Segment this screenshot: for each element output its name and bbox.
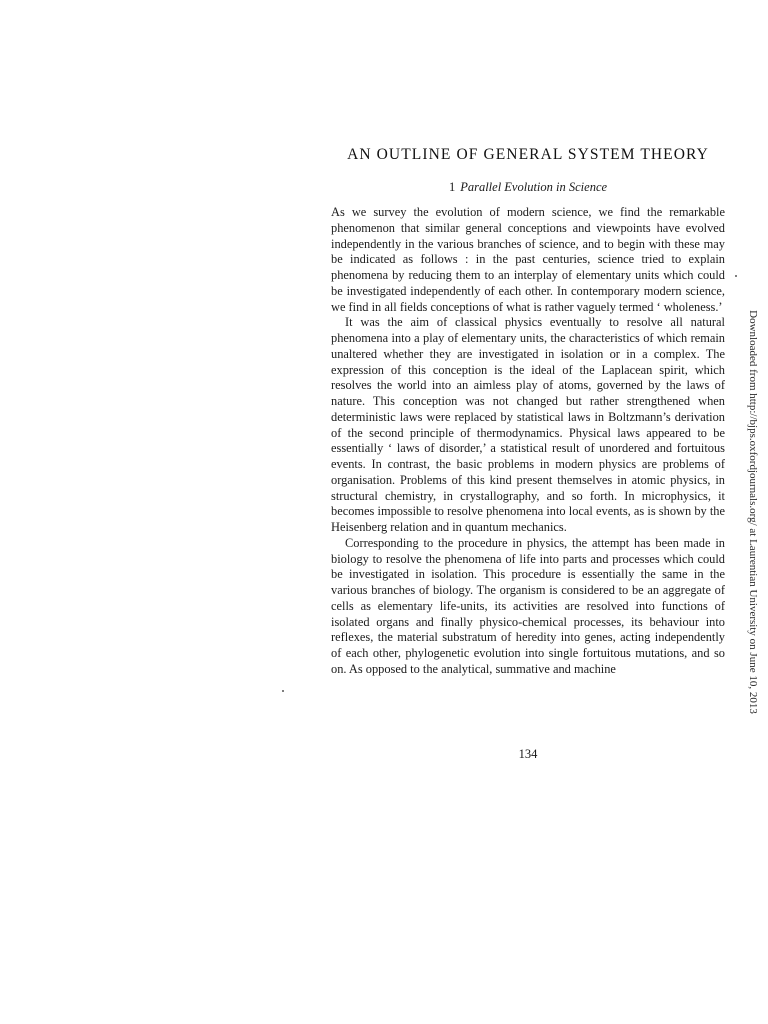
scan-speck: [282, 690, 284, 692]
section-number: 1: [448, 180, 456, 194]
body-text: [331, 205, 725, 678]
paragraph: Corresponding to the procedure in physics, the attempt has been made in biology to resolve the phenomena of life into parts and processes which could be investigated in isolation. This procedure is essentially the same in the various branches of biology. The organism is considered to be an aggregate of cells as elementary life-units, its activities are resolved into functions of isolated organs and finally physico-chemical processes, its behaviour into reflexes, the material substratum of heredity into genes, acting independently of each other, phylogenetic evolution into single fortuitous mutations, and so on. As opposed to the analytical, summative and machine: [331, 535, 725, 676]
page-number: 134: [518, 747, 538, 761]
paragraph: As we survey the evolution of modern science, we find the remarkable phenomenon that similar general conceptions and viewpoints have evolved independently in the various branches of science, and to begin with these may be indicated as follows : in the past centuries, science tried to explain phenomena by reducing them to an interplay of elementary units which could be investigated independently of each other. In contemporary modern science, we find in all fields conceptions of what is rather vaguely termed ‘ wholeness.’: [331, 205, 725, 314]
section-title: Parallel Evolution in Science: [460, 180, 608, 194]
download-watermark-text: Downloaded from http://bjps.oxfordjournals.org/ at Laurentian University on June 10, 2013: [747, 310, 759, 714]
page-title: AN OUTLINE OF GENERAL SYSTEM THEORY: [347, 146, 709, 163]
section-heading: [330, 180, 726, 195]
scan-speck: [735, 275, 737, 277]
paragraph: It was the aim of classical physics eventually to resolve all natural phenomena into a play of elementary units, the characteristics of which remain unaltered whether they are investigated in isolation or in a complex. The expression of this conception is the ideal of the Laplacean spirit, which resolves the world into an aimless play of atoms, governed by the laws of nature. This conception was not changed but rather strengthened when deterministic laws were replaced by statistical laws in Boltzmann’s derivation of the second principle of thermodynamics. Physical laws appeared to be essentially ‘ laws of disorder,’ a statistical result of unordered and fortuitous events. In contrast, the basic problems in modern physics are problems of organisation. Problems of this kind present themselves in atomic physics, in structural chemistry, in crystallography, and so forth. In microphysics, it becomes impossible to resolve phenomena into local events, as is shown by the Heisenberg relation and in quantum mechanics.: [331, 315, 725, 534]
